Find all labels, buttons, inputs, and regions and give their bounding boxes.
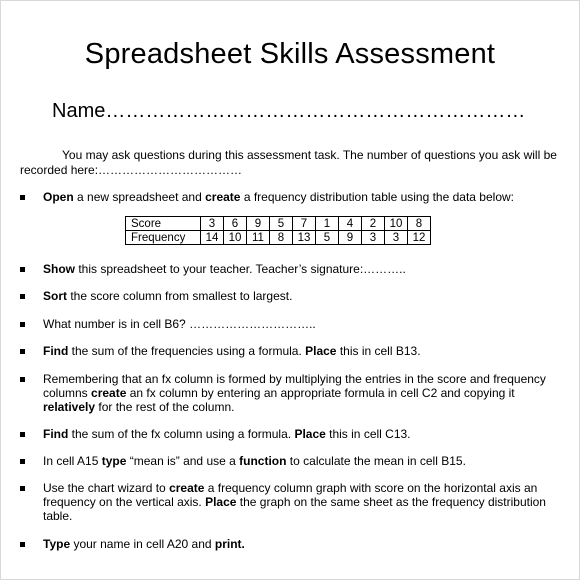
table-cell: 10 (224, 231, 247, 245)
table-row-label: Score (126, 217, 201, 231)
bullet-icon (20, 267, 25, 272)
table-row (126, 217, 431, 231)
bullet-icon (20, 195, 25, 200)
intro-paragraph (20, 148, 568, 178)
bullet-icon (20, 486, 25, 491)
table-cell: 12 (408, 231, 431, 245)
table-cell: 13 (293, 231, 316, 245)
table-cell: 9 (247, 217, 270, 231)
bullet-text: In cell A15 type “mean is” and use a function to calculate the mean in cell B15. (43, 454, 466, 468)
table-cell: 7 (293, 217, 316, 231)
page-title: Spreadsheet Skills Assessment (84, 38, 496, 70)
bullet-text: Use the chart wizard to create a frequency column graph with score on the horizontal axis an frequency on the vertical axis. Place the graph on the same sheet as the frequency distribution table. (43, 481, 546, 523)
table-cell: 5 (316, 231, 339, 245)
bullet-icon (20, 542, 25, 547)
table-cell: 3 (362, 231, 385, 245)
table-cell: 1 (316, 217, 339, 231)
bullet-icon (20, 322, 25, 327)
bullet-text: Remembering that an fx column is formed by multiplying the entries in the score and frequency columns create an fx column by entering an appropriate formula in cell C2 and copying it relatively for the rest of the column. (43, 372, 546, 414)
table-row (126, 231, 431, 245)
table-cell: 11 (247, 231, 270, 245)
bullet-text: Open a new spreadsheet and create a frequency distribution table using the data below: (43, 190, 514, 204)
intro-text: You may ask questions during this assessment task. The number of questions you ask will be recorded here:……………………………… (20, 148, 557, 177)
bullet-text: Find the sum of the frequencies using a formula. Place this in cell B13. (43, 344, 421, 358)
bullet-text: Find the sum of the fx column using a formula. Place this in cell C13. (43, 427, 411, 441)
bullet-icon (20, 294, 25, 299)
bullet-icon (20, 459, 25, 464)
table-cell: 8 (270, 231, 293, 245)
frequency-table (125, 216, 431, 245)
table-cell: 2 (362, 217, 385, 231)
bullet-text: Show this spreadsheet to your teacher. Teacher’s signature:……….. (43, 262, 406, 276)
table-cell: 5 (270, 217, 293, 231)
bullet-icon (20, 349, 25, 354)
table-cell: 14 (201, 231, 224, 245)
table-cell: 3 (201, 217, 224, 231)
table-row-label: Frequency (126, 231, 201, 245)
table-cell: 9 (339, 231, 362, 245)
bullet-text: What number is in cell B6? ………………………….. (43, 317, 316, 331)
bullet-text: Sort the score column from smallest to largest. (43, 289, 293, 303)
bullet-text: Type your name in cell A20 and print. (43, 537, 245, 551)
table-cell: 4 (339, 217, 362, 231)
bullet-icon (20, 377, 25, 382)
table-cell: 6 (224, 217, 247, 231)
table-cell: 10 (385, 217, 408, 231)
table-cell: 8 (408, 217, 431, 231)
name-line: Name……………………………………………………… (52, 100, 526, 122)
table-cell: 3 (385, 231, 408, 245)
bullet-icon (20, 432, 25, 437)
